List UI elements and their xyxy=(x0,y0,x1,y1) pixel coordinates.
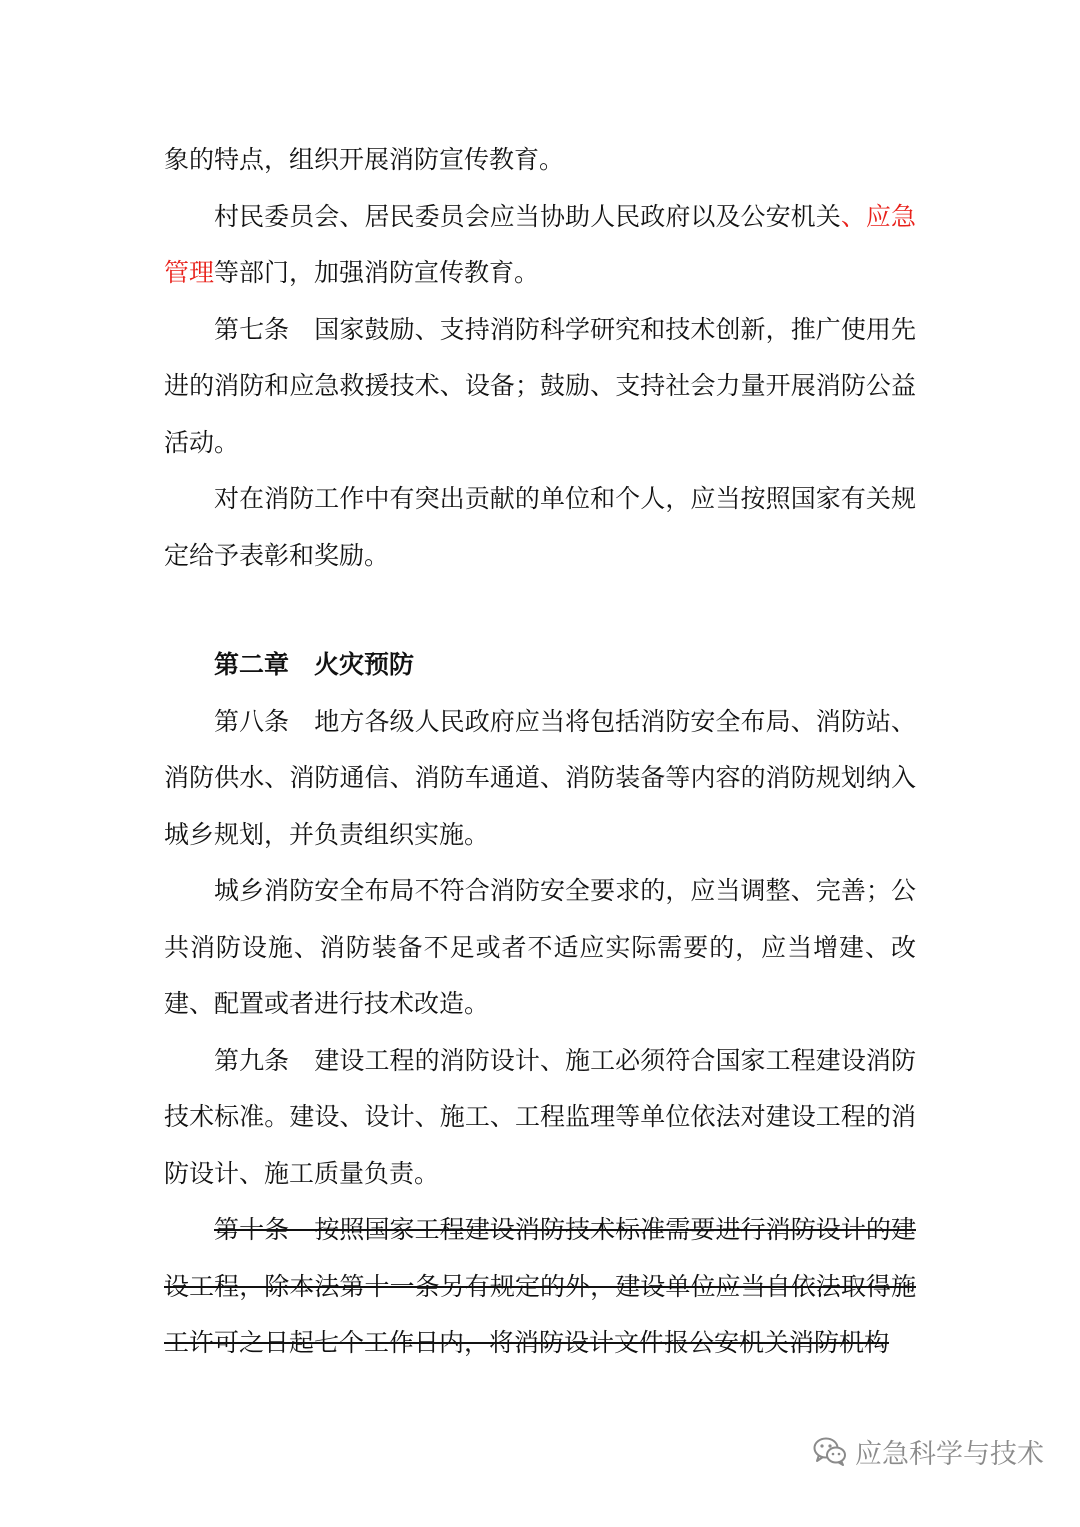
paragraph-text: 等部门，加强消防宣传教育。 xyxy=(214,258,540,287)
chapter-heading: 第二章 火灾预防 xyxy=(214,650,415,679)
article-8: 第八条 地方各级人民政府应当将包括消防安全布局、消防站、消防供水、消防通信、消防车通道、消防装备等内容的消防规划纳入城乡规划，并负责组织实施。 xyxy=(164,706,916,849)
wechat-icon xyxy=(813,1436,847,1466)
article-9: 第九条 建设工程的消防设计、施工必须符合国家工程建设消防技术标准。建设、设计、施工、工程监理等单位依法对建设工程的消防设计、施工质量负责。 xyxy=(164,1045,916,1188)
paragraph-village-committee xyxy=(164,189,916,302)
article-10-deleted: 第十条 按照国家工程建设消防技术标准需要进行消防设计的建设工程，除本法第十一条另有规定的外，建设单位应当自依法取得施工许可之日起七个工作日内，将消防设计文件报公安机关消防机构 xyxy=(164,1215,916,1357)
watermark xyxy=(813,1431,1044,1471)
amended-text: 、应急管理 xyxy=(164,201,916,287)
document-body xyxy=(164,132,916,1372)
paragraph-layout-adjust: 城乡消防安全布局不符合消防安全要求的，应当调整、完善；公共消防设施、消防装备不足或者不适应实际需要的，应当增建、改建、配置或者进行技术改造。 xyxy=(164,876,916,1018)
watermark-text: 应急科学与技术 xyxy=(855,1438,1044,1470)
article-7: 第七条 国家鼓励、支持消防科学研究和技术创新，推广使用先进的消防和应急救援技术、设备；鼓励、支持社会力量开展消防公益活动。 xyxy=(164,314,916,457)
paragraph-text: 村民委员会、居民委员会应当协助人民政府以及公安机关 xyxy=(214,201,841,231)
paragraph-continuation: 象的特点，组织开展消防宣传教育。 xyxy=(164,145,565,174)
paragraph-awards: 对在消防工作中有突出贡献的单位和个人，应当按照国家有关规定给予表彰和奖励。 xyxy=(164,484,916,570)
